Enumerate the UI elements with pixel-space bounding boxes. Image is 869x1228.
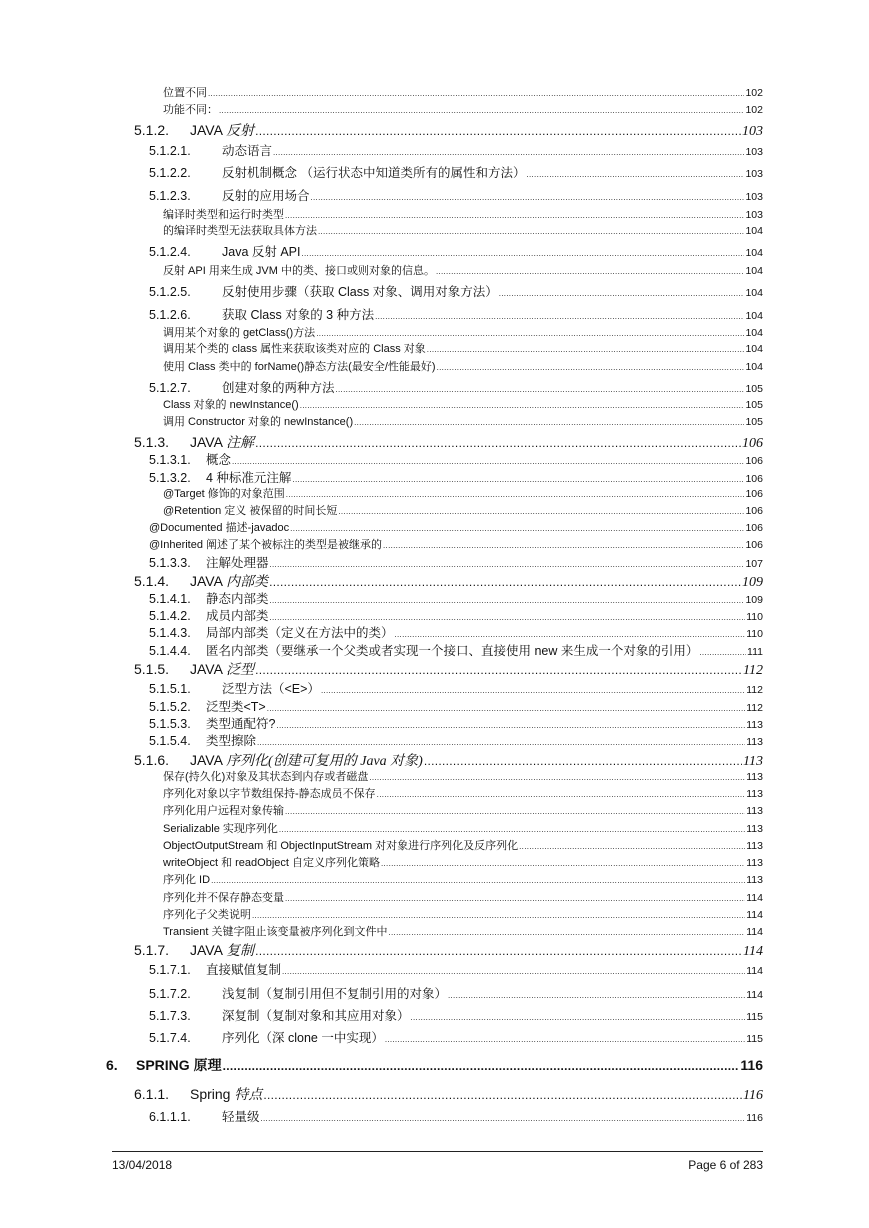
toc-entry-title: 序列化 ID (163, 874, 211, 886)
toc-entry[interactable] (149, 282, 763, 300)
toc-leader-dots (369, 771, 745, 783)
footer-page-number: Page 6 of 283 (688, 1158, 763, 1172)
toc-leader-dots (255, 122, 741, 138)
toc-entry-number: 5.1.7.4. (149, 1031, 191, 1045)
toc-entry[interactable] (149, 589, 763, 607)
toc-entry-page: 113 (746, 736, 763, 748)
toc-entry-title: JAVA 反射 (190, 122, 255, 139)
toc-entry-title: 功能不同： (163, 104, 218, 116)
toc-entry[interactable] (134, 571, 763, 591)
toc-entry-number: 6. (106, 1057, 118, 1073)
toc-entry-title: 匿名内部类（要继承一个父类或者实现一个接口、直接使用 new 来生成一个对象的引用） (206, 644, 699, 658)
toc-entry-page: 104 (745, 247, 763, 259)
toc-entry-title: Spring 特点 (190, 1086, 263, 1103)
toc-entry-number: 5.1.2.5. (149, 285, 191, 299)
toc-entry-number: 5.1.3.2. (149, 471, 191, 485)
toc-entry-number: 5.1.4.2. (149, 609, 191, 623)
toc-entry[interactable] (163, 837, 763, 853)
toc-entry-title: 局部内部类（定义在方法中的类） (206, 626, 394, 640)
toc-entry-title: 静态内部类 (206, 592, 269, 606)
toc-entry-page: 106 (742, 436, 763, 451)
toc-leader-dots (232, 453, 744, 467)
toc-entry[interactable] (149, 163, 763, 181)
toc-entry-title: 概念 (206, 453, 232, 467)
toc-entry-page: 115 (746, 1011, 763, 1023)
toc-entry-title: 编译时类型和运行时类型 (163, 209, 284, 221)
toc-entry-title: 类型通配符? (206, 717, 276, 731)
toc-entry-title: 反射的应用场合 (222, 189, 310, 203)
toc-entry-title: 序列化对象以字节数组保持-静态成员不保存 (163, 788, 376, 800)
toc-entry-title: 的编译时类型无法获取具体方法 (163, 225, 317, 237)
toc-leader-dots (411, 1009, 746, 1023)
toc-entry-number: 5.1.5. (134, 661, 170, 677)
toc-entry-title: 获取 Class 对象的 3 种方法 (222, 308, 375, 322)
toc-entry-page: 113 (743, 754, 763, 769)
toc-entry-page: 114 (746, 892, 763, 904)
toc-entry[interactable] (134, 750, 763, 770)
toc-entry[interactable] (149, 242, 763, 260)
toc-entry[interactable] (149, 714, 763, 732)
toc-entry-number: 5.1.4. (134, 573, 170, 589)
toc-leader-dots (273, 144, 744, 158)
toc-entry-page: 114 (746, 989, 763, 1001)
toc-entry-number: 5.1.2.4. (149, 245, 191, 259)
toc-entry-number: 5.1.6. (134, 752, 170, 768)
toc-entry[interactable] (163, 222, 763, 238)
toc-entry-title: Java 反射 API (222, 245, 301, 259)
toc-entry-title: 调用某个类的 class 属性来获取该类对应的 Class 对象 (163, 343, 426, 355)
toc-entry[interactable] (163, 889, 763, 905)
toc-entry-title: 反射使用步骤（获取 Class 对象、调用对象方法） (222, 285, 498, 299)
toc-entry[interactable] (149, 1107, 763, 1125)
toc-entry[interactable] (149, 623, 763, 641)
toc-entry-title: JAVA 注解 (190, 434, 255, 451)
toc-leader-dots (385, 1031, 745, 1045)
toc-entry-number: 5.1.2.7. (149, 381, 191, 395)
toc-leader-dots (255, 942, 742, 958)
toc-entry[interactable] (149, 378, 763, 396)
toc-entry-page: 111 (747, 646, 763, 658)
toc-entry-title: 调用某个对象的 getClass()方法 (163, 327, 316, 339)
toc-entry-page: 104 (745, 343, 763, 355)
toc-entry[interactable] (163, 871, 763, 887)
toc-entry-title: 序列化并不保存静态变量 (163, 892, 284, 904)
toc-entry-page: 109 (742, 575, 763, 590)
toc-entry-title: Class 对象的 newInstance() (163, 399, 299, 411)
toc-entry-title: SPRING 原理 (136, 1057, 222, 1073)
toc-entry[interactable] (149, 1006, 763, 1024)
toc-entry-number: 5.1.7.3. (149, 1009, 191, 1023)
toc-entry-number: 5.1.5.3. (149, 717, 191, 731)
toc-entry-number: 5.1.2.2. (149, 166, 191, 180)
toc-leader-dots (377, 788, 746, 800)
toc-leader-dots (292, 471, 744, 485)
toc-entry-page: 113 (746, 823, 763, 835)
toc-entry[interactable] (149, 697, 763, 715)
toc-leader-dots (519, 840, 745, 852)
toc-entry-number: 5.1.4.1. (149, 592, 191, 606)
toc-entry-title: 序列化子父类说明 (163, 909, 251, 921)
toc-entry-page: 114 (746, 965, 763, 977)
toc-entry[interactable] (163, 906, 763, 922)
toc-entry[interactable] (149, 731, 763, 749)
toc-leader-dots (285, 805, 745, 817)
toc-entry-title: 泛型方法（<E>） (222, 682, 320, 696)
toc-leader-dots (389, 926, 746, 938)
toc-entry-number: 5.1.7.1. (149, 963, 191, 977)
toc-entry-title: 调用 Constructor 对象的 newInstance() (163, 416, 354, 428)
toc-entry-page: 106 (745, 473, 763, 485)
toc-entry[interactable] (163, 396, 763, 412)
toc-entry-number: 5.1.2.6. (149, 308, 191, 322)
toc-entry[interactable] (163, 358, 763, 374)
toc-entry[interactable] (163, 262, 763, 278)
toc-entry-number: 5.1.4.4. (149, 644, 191, 658)
toc-entry-page: 105 (745, 383, 763, 395)
toc-entry-number: 5.1.2.1. (149, 144, 191, 158)
toc-leader-dots (300, 399, 745, 411)
toc-entry[interactable] (163, 84, 763, 100)
toc-entry-title: 4 种标准元注解 (206, 471, 292, 485)
toc-leader-dots (448, 987, 745, 1001)
toc-entry-page: 103 (742, 124, 763, 139)
toc-leader-dots (354, 416, 744, 428)
toc-entry-page: 107 (745, 558, 763, 570)
toc-leader-dots (699, 644, 746, 658)
toc-leader-dots (499, 285, 745, 299)
toc-leader-dots (338, 505, 744, 517)
toc-entry-title: JAVA 序列化(创建可复用的 Java 对象) (190, 752, 423, 769)
toc-entry[interactable] (149, 468, 763, 486)
toc-entry-title: 创建对象的两种方法 (222, 381, 335, 395)
toc-leader-dots (263, 1086, 742, 1102)
toc-entry[interactable] (149, 641, 763, 659)
toc-entry[interactable] (134, 120, 763, 140)
toc-entry-title: 类型擦除 (206, 734, 257, 748)
toc-entry[interactable] (134, 940, 763, 960)
toc-leader-dots (252, 909, 745, 921)
toc-entry-page: 104 (745, 225, 763, 237)
toc-entry-title: JAVA 复制 (190, 942, 255, 959)
toc-entry-page: 110 (746, 628, 763, 640)
toc-entry-page: 116 (740, 1057, 763, 1073)
toc-entry-page: 116 (746, 1112, 763, 1124)
toc-entry[interactable] (163, 820, 763, 836)
toc-entry-title: @Target 修饰的对象范围 (163, 488, 285, 500)
toc-entry-page: 103 (745, 191, 763, 203)
toc-entry[interactable] (149, 141, 763, 159)
toc-entry-title: 轻量级 (222, 1110, 260, 1124)
toc-entry-number: 5.1.7.2. (149, 987, 191, 1001)
toc-entry-page: 113 (746, 840, 763, 852)
toc-entry[interactable] (163, 324, 763, 340)
toc-entry-number: 6.1.1. (134, 1086, 170, 1102)
toc-leader-dots (290, 522, 744, 534)
footer-date: 13/04/2018 (112, 1158, 173, 1172)
toc-entry-page: 106 (745, 455, 763, 467)
toc-entry[interactable] (134, 432, 763, 452)
toc-entry-number: 5.1.3.3. (149, 556, 191, 570)
toc-entry-title: 反射机制概念 （运行状态中知道类所有的属性和方法） (222, 166, 526, 180)
toc-leader-dots (381, 857, 745, 869)
toc-leader-dots (375, 308, 744, 322)
toc-entry-page: 103 (745, 146, 763, 158)
toc-entry-number: 5.1.3. (134, 434, 170, 450)
toc-leader-dots (424, 752, 742, 768)
toc-entry-number: 5.1.5.2. (149, 700, 191, 714)
toc-leader-dots (211, 874, 745, 886)
toc-entry-number: 5.1.5.1. (149, 682, 191, 696)
toc-leader-dots (255, 661, 742, 677)
toc-leader-dots (336, 381, 745, 395)
toc-leader-dots (311, 189, 745, 203)
toc-leader-dots (279, 823, 745, 835)
toc-entry-title: @Retention 定义 被保留的时间长短 (163, 505, 338, 517)
toc-entry-page: 109 (745, 594, 763, 606)
toc-entry-title: Transient 关键字阻止该变量被序列化到文件中 (163, 926, 388, 938)
toc-entry[interactable] (163, 802, 763, 818)
toc-leader-dots (255, 434, 741, 450)
toc-entry-title: writeObject 和 readObject 自定义序列化策略 (163, 857, 380, 869)
toc-entry-title: 使用 Class 类中的 forName()静态方法(最安全/性能最好) (163, 361, 436, 373)
toc-entry-title: 直接赋值复制 (206, 963, 282, 977)
toc-leader-dots (257, 734, 745, 748)
toc-entry[interactable] (163, 768, 763, 784)
toc-entry[interactable] (149, 960, 763, 978)
toc-entry-page: 112 (743, 663, 763, 678)
toc-entry-page: 106 (745, 522, 763, 534)
toc-entry-page: 112 (746, 684, 763, 696)
toc-entry-page: 106 (745, 488, 763, 500)
toc-leader-dots (270, 609, 746, 623)
toc-entry[interactable] (163, 923, 763, 939)
toc-entry-title: 动态语言 (222, 144, 273, 158)
toc-leader-dots (285, 892, 745, 904)
toc-leader-dots (285, 209, 744, 221)
toc-entry-page: 105 (745, 399, 763, 411)
toc-entry-page: 114 (746, 926, 763, 938)
toc-entry-title: 成员内部类 (206, 609, 269, 623)
toc-entry[interactable] (163, 101, 763, 117)
toc-entry-number: 5.1.4.3. (149, 626, 191, 640)
toc-entry-page: 104 (745, 287, 763, 299)
toc-entry[interactable] (163, 340, 763, 356)
toc-entry[interactable] (149, 1028, 763, 1046)
toc-entry-title: 序列化用户远程对象传输 (163, 805, 284, 817)
toc-entry[interactable] (149, 984, 763, 1002)
toc-entry-page: 104 (745, 310, 763, 322)
toc-entry-page: 104 (745, 361, 763, 373)
toc-leader-dots (321, 682, 745, 696)
toc-entry-title: 深复制（复制对象和其应用对象） (222, 1009, 410, 1023)
toc-leader-dots (526, 166, 744, 180)
toc-entry-page: 103 (745, 168, 763, 180)
toc-entry-page: 104 (745, 265, 763, 277)
toc-entry-page: 105 (745, 416, 763, 428)
toc-entry-title: JAVA 泛型 (190, 661, 255, 678)
toc-entry-title: 浅复制（复制引用但不复制引用的对象） (222, 987, 448, 1001)
toc-leader-dots (282, 963, 745, 977)
toc-entry[interactable] (149, 186, 763, 204)
toc-leader-dots (286, 488, 745, 500)
toc-entry-page: 112 (746, 702, 763, 714)
toc-entry-page: 110 (746, 611, 763, 623)
toc-leader-dots (270, 556, 745, 570)
toc-entry-title: Serializable 实现序列化 (163, 823, 278, 835)
toc-entry[interactable] (134, 1084, 763, 1104)
toc-entry[interactable] (149, 606, 763, 624)
toc-leader-dots (395, 626, 746, 640)
toc-entry-page: 103 (745, 209, 763, 221)
toc-entry-page: 113 (746, 788, 763, 800)
toc-entry-page: 113 (746, 771, 763, 783)
toc-entry[interactable] (134, 659, 763, 679)
toc-leader-dots (208, 87, 744, 99)
toc-leader-dots (302, 245, 745, 259)
toc-leader-dots (261, 1110, 746, 1124)
toc-entry[interactable] (163, 785, 763, 801)
toc-entry[interactable] (163, 502, 763, 518)
toc-entry-page: 113 (746, 719, 763, 731)
toc-entry-page: 106 (745, 539, 763, 551)
toc-entry-number: 5.1.2.3. (149, 189, 191, 203)
toc-leader-dots (270, 592, 745, 606)
toc-entry-page: 114 (746, 909, 763, 921)
toc-entry[interactable] (163, 485, 763, 501)
toc-leader-dots (316, 327, 744, 339)
toc-entry[interactable] (163, 854, 763, 870)
toc-entry-number: 5.1.2. (134, 122, 170, 138)
toc-entry-number: 5.1.7. (134, 942, 170, 958)
toc-leader-dots (267, 700, 746, 714)
toc-entry-title: @Inherited 阐述了某个被标注的类型是被继承的 (149, 539, 383, 551)
toc-entry[interactable] (149, 519, 763, 535)
toc-leader-dots (276, 717, 745, 731)
toc-entry-page: 113 (746, 857, 763, 869)
toc-entry-page: 102 (745, 104, 763, 116)
toc-entry[interactable] (149, 450, 763, 468)
toc-entry-title: ObjectOutputStream 和 ObjectInputStream 对对象进行序列化及反序列化 (163, 840, 519, 852)
toc-entry-title: @Documented 描述-javadoc (149, 522, 290, 534)
toc-entry-title: 泛型类<T> (206, 700, 266, 714)
toc-leader-dots (223, 1057, 740, 1073)
toc-entry[interactable] (149, 679, 763, 697)
toc-entry[interactable] (149, 553, 763, 571)
toc-entry-title: 反射 API 用来生成 JVM 中的类、接口或则对象的信息。 (163, 265, 435, 277)
toc-entry-number: 5.1.5.4. (149, 734, 191, 748)
toc-entry[interactable] (149, 536, 763, 552)
toc-leader-dots (269, 573, 741, 589)
toc-entry-page: 102 (745, 87, 763, 99)
toc-leader-dots (318, 225, 744, 237)
toc-entry-page: 106 (745, 505, 763, 517)
toc-entry-page: 113 (746, 874, 763, 886)
toc-entry-title: 位置不同 (163, 87, 207, 99)
toc-entry-page: 113 (746, 805, 763, 817)
toc-entry-page: 104 (745, 327, 763, 339)
toc-leader-dots (436, 265, 745, 277)
toc-entry[interactable] (163, 413, 763, 429)
toc-entry-title: 序列化（深 clone 一中实现） (222, 1031, 384, 1045)
toc-entry[interactable] (163, 206, 763, 222)
toc-entry-page: 116 (743, 1088, 763, 1103)
toc-entry-number: 6.1.1.1. (149, 1110, 191, 1124)
toc-entry-page: 115 (746, 1033, 763, 1045)
toc-leader-dots (427, 343, 745, 355)
toc-entry-title: 注解处理器 (206, 556, 269, 570)
toc-entry-title: JAVA 内部类 (190, 573, 269, 590)
toc-entry-title: 保存(持久化)对象及其状态到内存或者磁盘 (163, 771, 369, 783)
toc-entry[interactable] (106, 1055, 763, 1075)
toc-entry-page: 114 (743, 944, 763, 959)
toc-entry-number: 5.1.3.1. (149, 453, 191, 467)
toc-entry[interactable] (149, 305, 763, 323)
toc-leader-dots (219, 104, 744, 116)
page-footer (112, 1151, 763, 1172)
toc-leader-dots (437, 361, 745, 373)
toc-leader-dots (383, 539, 744, 551)
